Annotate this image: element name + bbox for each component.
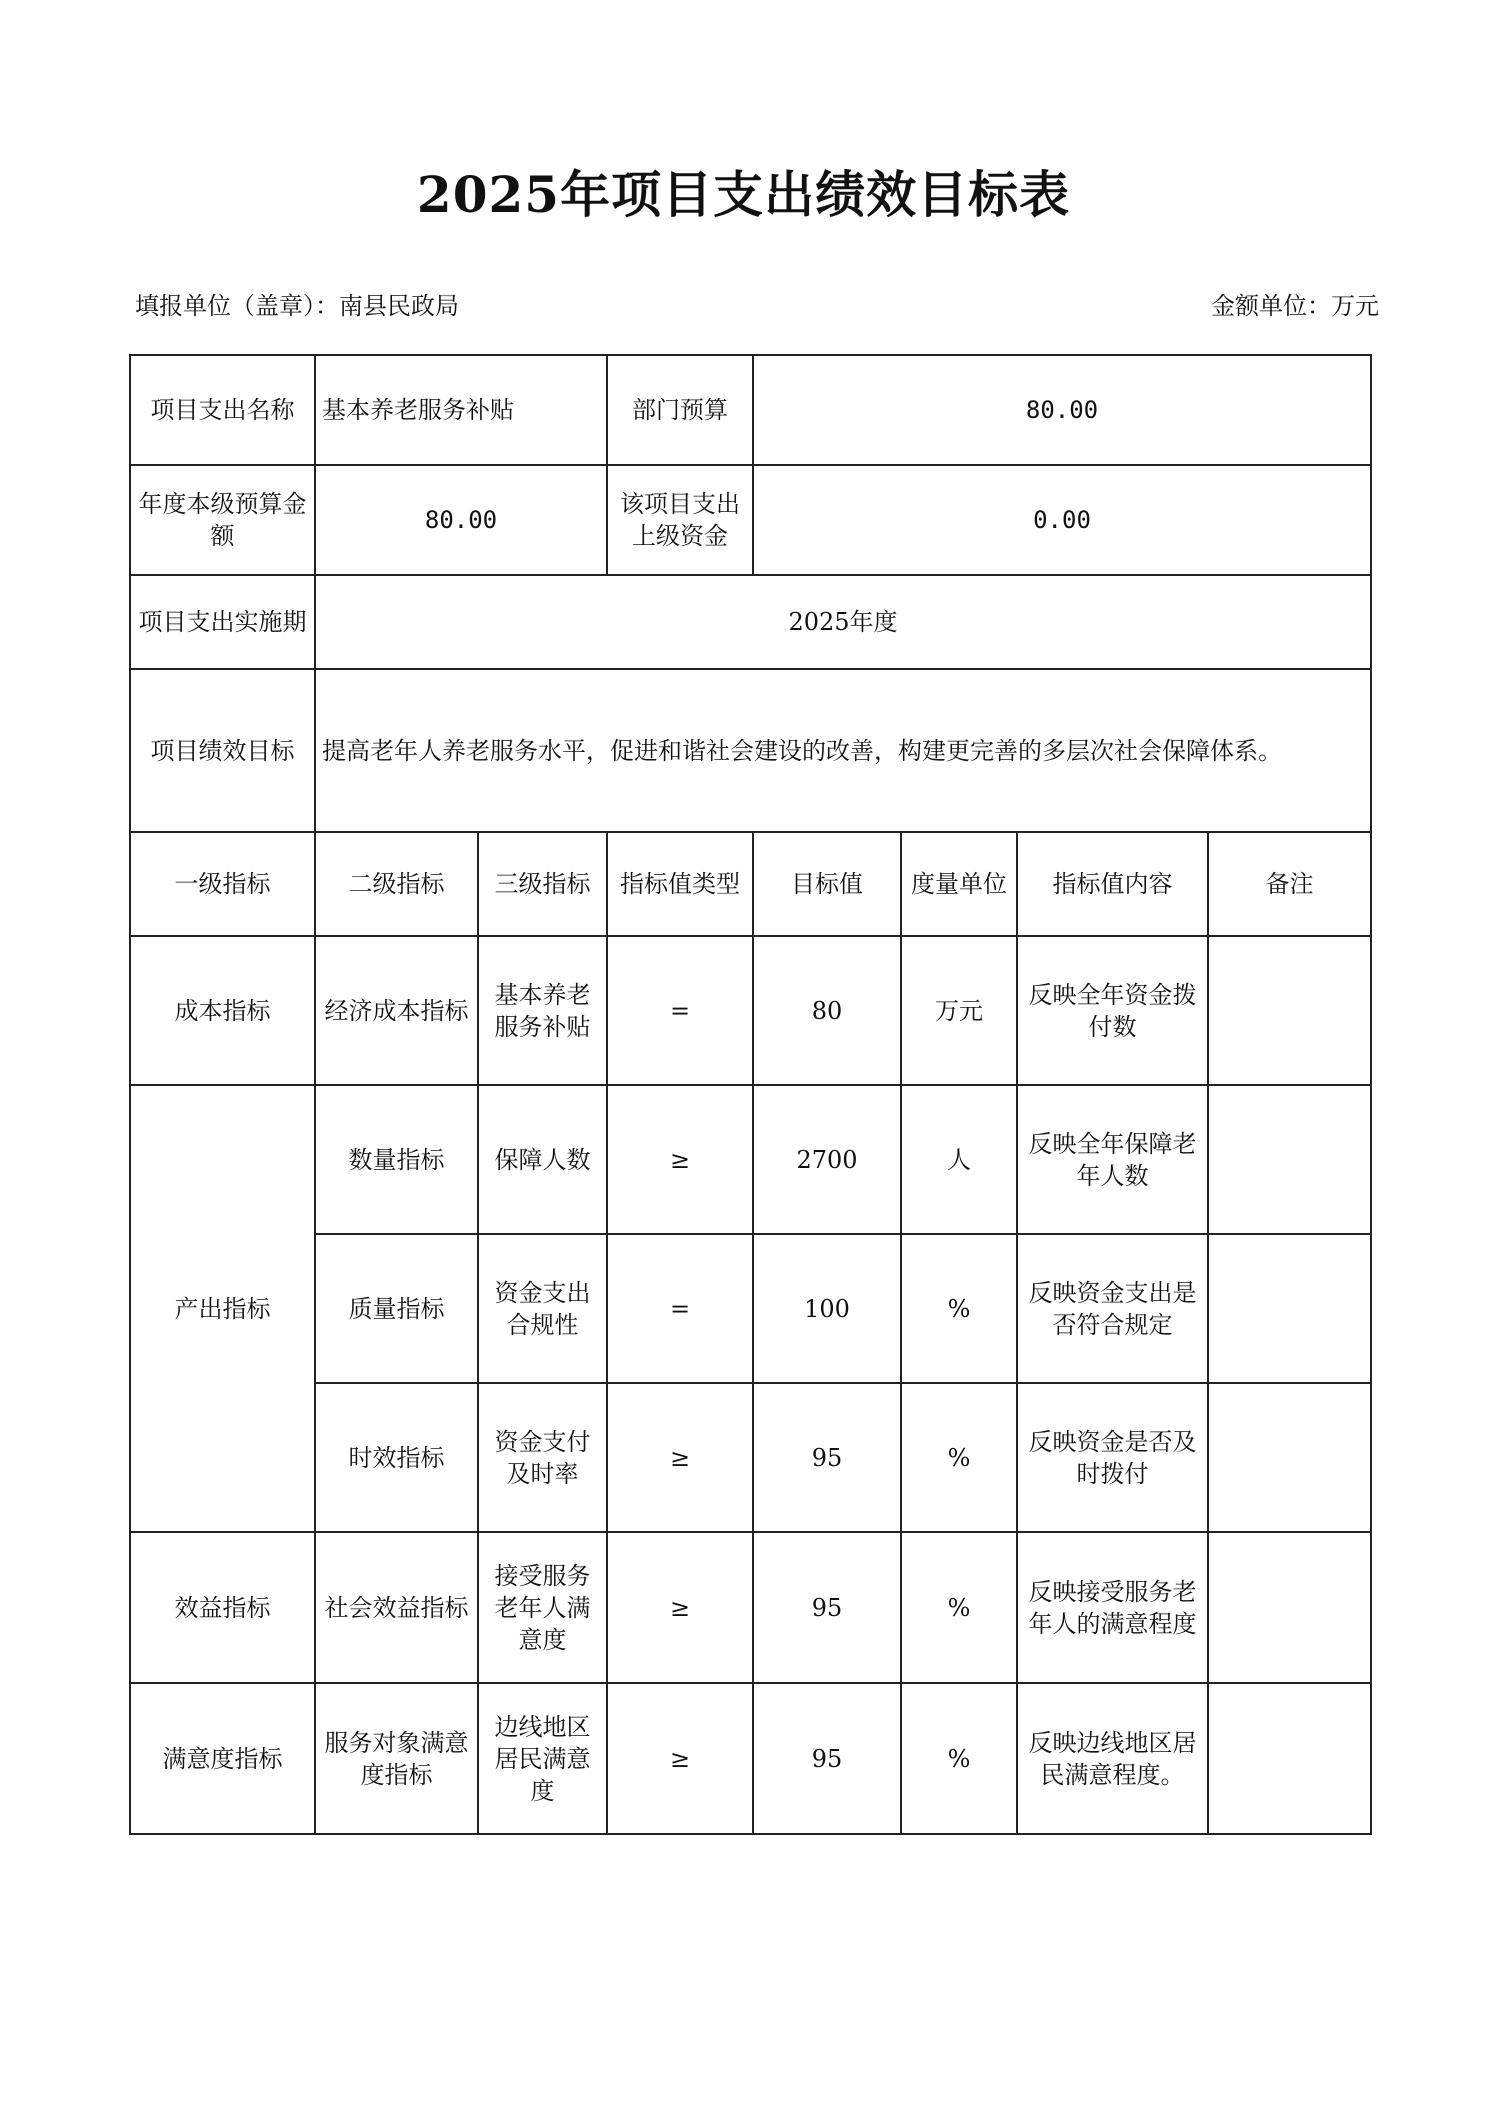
level1-cell: 成本指标 — [130, 936, 315, 1085]
level1-cell: 产出指标 — [130, 1085, 315, 1532]
header-row-name — [130, 355, 1371, 465]
level2-cell: 数量指标 — [315, 1085, 478, 1234]
target-cell: 95 — [753, 1532, 901, 1683]
note-cell — [1208, 1683, 1371, 1834]
superior-funds-label: 该项目支出上级资金 — [607, 465, 753, 575]
col-header-level1: 一级指标 — [130, 832, 315, 936]
col-header-level3: 三级指标 — [478, 832, 607, 936]
level2-cell: 社会效益指标 — [315, 1532, 478, 1683]
col-header-type: 指标值类型 — [607, 832, 753, 936]
table-row — [130, 1683, 1371, 1834]
unit-cell: 人 — [901, 1085, 1017, 1234]
amount-unit: 金额单位：万元 — [1211, 292, 1379, 320]
type-cell: ≥ — [607, 1383, 753, 1532]
header-row-budget — [130, 465, 1371, 575]
target-cell: 2700 — [753, 1085, 901, 1234]
note-cell — [1208, 936, 1371, 1085]
level2-cell: 时效指标 — [315, 1383, 478, 1532]
header-row-goal — [130, 669, 1371, 832]
table-row — [130, 936, 1371, 1085]
goal-value: 提高老年人养老服务水平，促进和谐社会建设的改善，构建更完善的多层次社会保障体系。 — [315, 669, 1371, 832]
content-cell: 反映全年资金拨付数 — [1017, 936, 1208, 1085]
unit-cell: % — [901, 1383, 1017, 1532]
level3-cell: 资金支出合规性 — [478, 1234, 607, 1383]
content-cell: 反映边线地区居民满意程度。 — [1017, 1683, 1208, 1834]
level3-cell: 接受服务老年人满意度 — [478, 1532, 607, 1683]
note-cell — [1208, 1532, 1371, 1683]
col-header-target: 目标值 — [753, 832, 901, 936]
dept-budget-label: 部门预算 — [607, 355, 753, 465]
content-cell: 反映资金支出是否符合规定 — [1017, 1234, 1208, 1383]
note-cell — [1208, 1234, 1371, 1383]
col-header-unit: 度量单位 — [901, 832, 1017, 936]
page-title: 2025年项目支出绩效目标表 — [416, 165, 1071, 224]
column-header-row — [130, 832, 1371, 936]
content-cell: 反映全年保障老年人数 — [1017, 1085, 1208, 1234]
level2-cell: 经济成本指标 — [315, 936, 478, 1085]
unit-cell: % — [901, 1234, 1017, 1383]
table-row — [130, 1532, 1371, 1683]
unit-cell: % — [901, 1532, 1017, 1683]
unit-cell: % — [901, 1683, 1017, 1834]
table-row — [130, 1085, 1371, 1234]
type-cell: ≥ — [607, 1683, 753, 1834]
target-cell: 100 — [753, 1234, 901, 1383]
unit-cell: 万元 — [901, 936, 1017, 1085]
type-cell: ≥ — [607, 1085, 753, 1234]
target-cell: 95 — [753, 1383, 901, 1532]
performance-target-table — [129, 354, 1372, 1835]
col-header-note: 备注 — [1208, 832, 1371, 936]
type-cell: ≥ — [607, 1532, 753, 1683]
note-cell — [1208, 1085, 1371, 1234]
superior-funds-value: 0.00 — [753, 465, 1371, 575]
annual-budget-label: 年度本级预算金额 — [130, 465, 315, 575]
col-header-level2: 二级指标 — [315, 832, 478, 936]
table-row — [130, 1383, 1371, 1532]
note-cell — [1208, 1383, 1371, 1532]
level1-cell: 满意度指标 — [130, 1683, 315, 1834]
level3-cell: 保障人数 — [478, 1085, 607, 1234]
goal-label: 项目绩效目标 — [130, 669, 315, 832]
level2-cell: 质量指标 — [315, 1234, 478, 1383]
dept-budget-value: 80.00 — [753, 355, 1371, 465]
level3-cell: 基本养老服务补贴 — [478, 936, 607, 1085]
level1-cell: 效益指标 — [130, 1532, 315, 1683]
content-cell: 反映接受服务老年人的满意程度 — [1017, 1532, 1208, 1683]
level2-cell: 服务对象满意度指标 — [315, 1683, 478, 1834]
target-cell: 80 — [753, 936, 901, 1085]
target-cell: 95 — [753, 1683, 901, 1834]
table-row — [130, 1234, 1371, 1383]
reporting-unit: 填报单位（盖章）：南县民政局 — [135, 292, 459, 320]
project-name-label: 项目支出名称 — [130, 355, 315, 465]
col-header-content: 指标值内容 — [1017, 832, 1208, 936]
project-name-value: 基本养老服务补贴 — [315, 355, 607, 465]
type-cell: = — [607, 936, 753, 1085]
header-row-period — [130, 575, 1371, 669]
period-value: 2025年度 — [315, 575, 1371, 669]
type-cell: = — [607, 1234, 753, 1383]
content-cell: 反映资金是否及时拨付 — [1017, 1383, 1208, 1532]
annual-budget-value: 80.00 — [315, 465, 607, 575]
level3-cell: 边线地区居民满意度 — [478, 1683, 607, 1834]
period-label: 项目支出实施期 — [130, 575, 315, 669]
level3-cell: 资金支付及时率 — [478, 1383, 607, 1532]
